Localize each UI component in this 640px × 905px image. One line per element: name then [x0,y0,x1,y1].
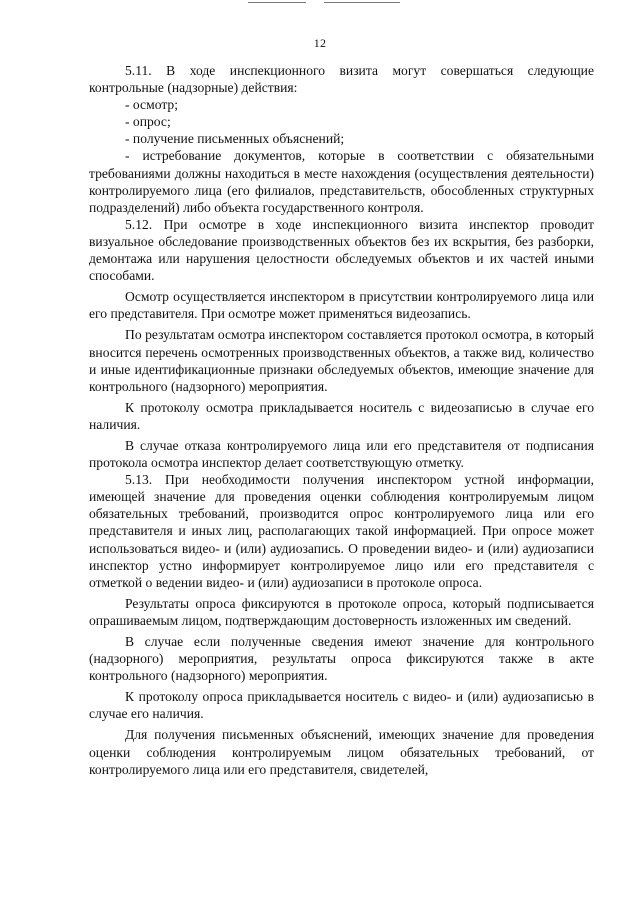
paragraph-5-12: 5.12. При осмотре в ходе инспекционного визита инспектор проводит визуальное обследование производственных объектов без их вскрытия, без разборки, демонтажа или нарушения целостности обследуемых объектов и их частей иными способами. [89,216,594,284]
paragraph-5-11: 5.11. В ходе инспекционного визита могут совершаться следующие контрольные (надзорные) действия: [89,63,594,96]
paragraph-inspection-video-attachment: К протоколу осмотра прикладывается носитель с видеозаписью в случае его наличия. [89,399,594,432]
list-item-written-explanations: - получение письменных объяснений; [125,131,345,147]
paragraph-inspection-protocol: По результатам осмотра инспектором составляется протокол осмотра, в который вносится перечень осмотренных производственных объектов, а также вид, количество и иные идентификационные признаки обследуемых объектов, имеющие значение для контрольного (надзорного) мероприятия. [89,327,594,394]
paragraph-5-13: 5.13. При необходимости получения инспектором устной информации, имеющей значение для проведения оценки соблюдения контролируемым лицом обязательных требований, производится опрос контролируемого лица или его представителя и иных лиц, располагающих такой информацией. При опросе может использоваться видео- и (или) аудиозапись. О проведении видео- и (или) аудиозаписи инспектор устно информирует контролируемое лицо или его представителя с отметкой о ведении видео- и (или) аудиозаписи в протоколе опроса. [89,472,594,590]
list-item-document-request: - истребование документов, которые в соответствии с обязательными требованиями должны находиться в месте нахождения (осуществления деятельности) контролируемого лица (его филиалов, представительств, обособленных структурных подразделений) либо объекта государственного контроля. [89,148,594,215]
page-number: 12 [313,36,327,50]
paragraph-inspection-presence: Осмотр осуществляется инспектором в присутствии контролируемого лица или его представителя. При осмотре может применяться видеозапись. [89,289,594,322]
paragraph-inspection-refusal: В случае отказа контролируемого лица или его представителя от подписания протокола осмотра инспектор делает соответствующую отметку. [89,437,594,471]
paragraph-interview-results: Результаты опроса фиксируются в протоколе опроса, который подписывается опрашиваемым лицом, подтверждающим достоверность изложенных им сведений. [89,595,594,628]
list-item-inspection: - осмотр; [125,97,178,113]
top-scan-line-right [324,2,400,3]
paragraph-interview-media-attachment: К протоколу опроса прикладывается носитель с видео- и (или) аудиозаписью в случае его наличия. [89,689,594,722]
top-scan-line-left [248,2,306,3]
paragraph-written-explanations: Для получения письменных объяснений, имеющих значение для проведения оценки соблюдения контролируемым лицом обязательных требований, от контролируемого лица или его представителя, свидетелей, [89,727,594,777]
paragraph-interview-act: В случае если полученные сведения имеют значение для контрольного (надзорного) мероприятия, результаты опроса фиксируются также в акте контрольного (надзорного) мероприятия. [89,634,594,684]
document-body [89,62,594,778]
list-item-interview: - опрос; [125,114,171,130]
